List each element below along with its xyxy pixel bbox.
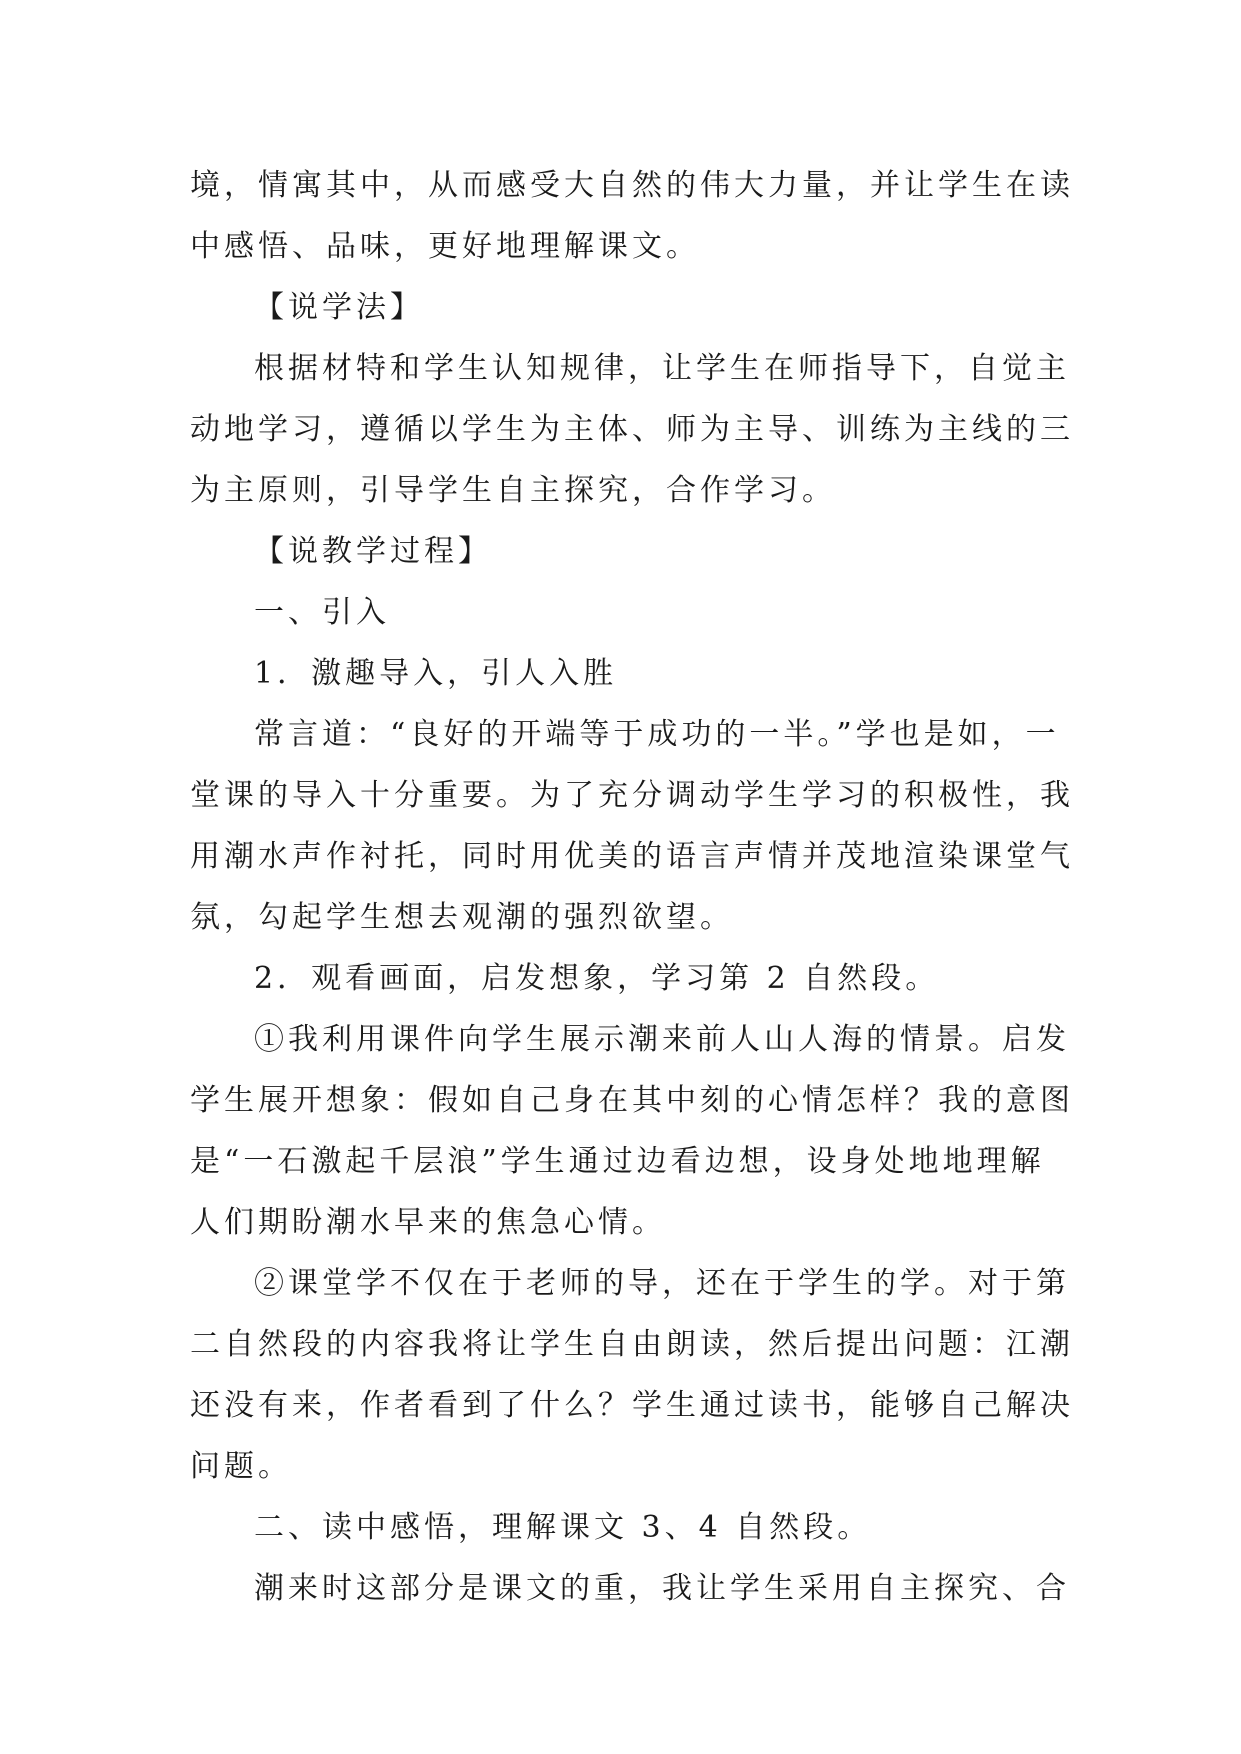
- text-line: 动地学习，遵循以学生为主体、师为主导、训练为主线的三: [190, 412, 1074, 447]
- text-line: 为主原则，引导学生自主探究，合作学习。: [190, 473, 836, 508]
- item-heading: 1．激趣导入，引人入胜: [254, 656, 618, 691]
- text-line: 还没有来，作者看到了什么？学生通过读书，能够自己解决: [190, 1388, 1074, 1423]
- text-line: 根据材特和学生认知规律，让学生在师指导下，自觉主: [254, 351, 1070, 386]
- section-heading: 【说教学过程】: [254, 534, 492, 569]
- text-line: 潮来时这部分是课文的重，我让学生采用自主探究、合: [254, 1571, 1070, 1606]
- item-heading: 2．观看画面，启发想象，学习第 2 自然段。: [254, 961, 940, 996]
- text-line: 问题。: [190, 1449, 292, 1484]
- document-page: [190, 155, 1074, 1619]
- text-line: 常言道：“良好的开端等于成功的一半。”学也是如，一: [254, 717, 1060, 752]
- text-line: 学生展开想象：假如自己身在其中刻的心情怎样？我的意图: [190, 1083, 1074, 1118]
- text-line: 二自然段的内容我将让学生自由朗读，然后提出问题：江潮: [190, 1327, 1074, 1362]
- text-line: 堂课的导入十分重要。为了充分调动学生学习的积极性，我: [190, 778, 1074, 813]
- text-line: 人们期盼潮水早来的焦急心情。: [190, 1205, 666, 1240]
- section-heading: 【说学法】: [254, 290, 424, 325]
- subsection-heading: 二、读中感悟，理解课文 3、4 自然段。: [254, 1510, 872, 1545]
- text-line: 用潮水声作衬托，同时用优美的语言声情并茂地渲染课堂气: [190, 839, 1074, 874]
- text-line: 中感悟、品味，更好地理解课文。: [190, 229, 700, 264]
- text-line: 境，情寓其中，从而感受大自然的伟大力量，并让学生在读: [190, 168, 1074, 203]
- text-line: ②课堂学不仅在于老师的导，还在于学生的学。对于第: [254, 1266, 1070, 1301]
- text-line: 是“一石激起千层浪”学生通过边看边想，设身处地地理解: [190, 1144, 1045, 1179]
- text-line: 氛，勾起学生想去观潮的强烈欲望。: [190, 900, 734, 935]
- text-line: ①我利用课件向学生展示潮来前人山人海的情景。启发: [254, 1022, 1070, 1057]
- subsection-heading: 一、引入: [254, 595, 390, 630]
